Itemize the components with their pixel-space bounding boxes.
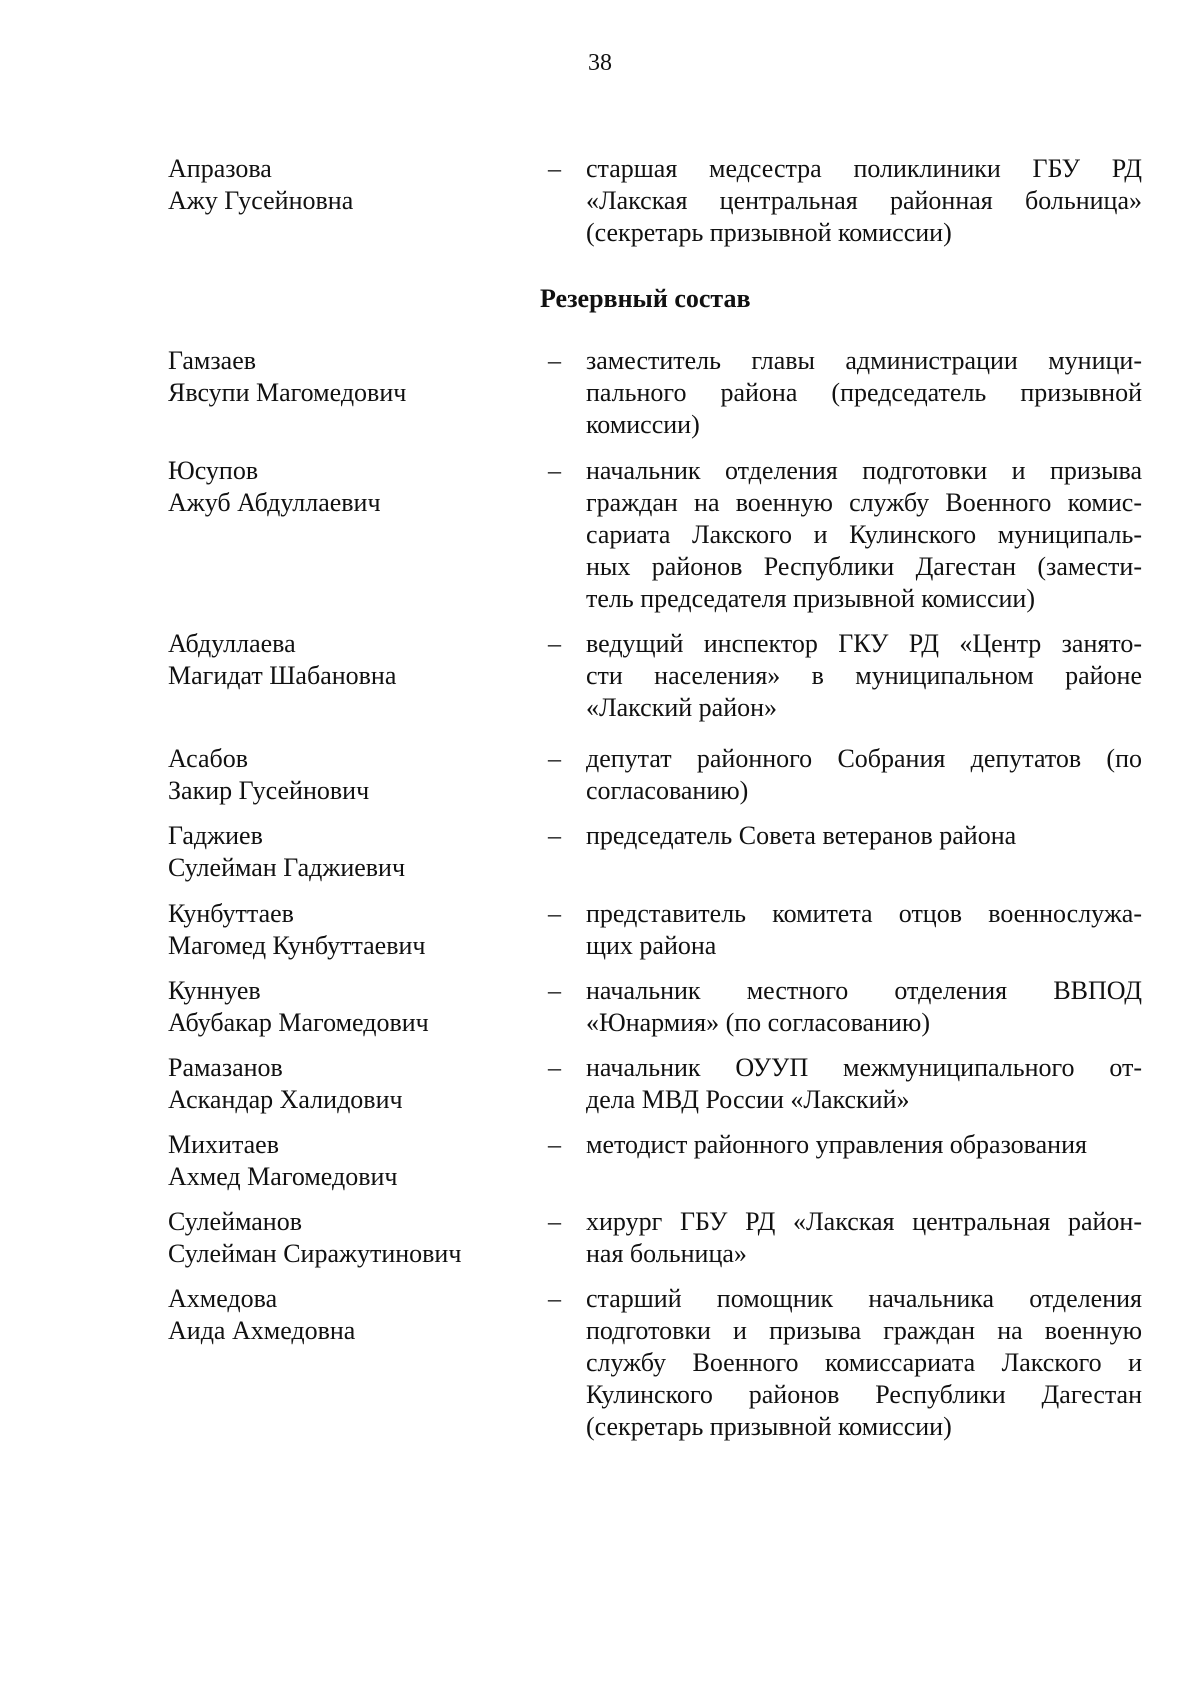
position-line: представитель комитета отцов военнослужа-: [586, 899, 1142, 928]
position-line: начальник ОУУП межмуниципального от-: [586, 1053, 1142, 1082]
member-surname: Сулейманов: [168, 1207, 302, 1236]
position-line: старший помощник начальника отделения: [586, 1284, 1142, 1313]
member-surname: Юсупов: [168, 456, 259, 485]
member-surname: Абдуллаева: [168, 629, 296, 658]
member-name: [168, 455, 528, 519]
member-surname: Рамазанов: [168, 1053, 283, 1082]
position-line: согласованию): [586, 776, 749, 805]
dash-separator: –: [548, 1130, 561, 1159]
member-position: [586, 628, 1142, 724]
member-surname: Апразова: [168, 154, 272, 183]
member-given-names: Ахмед Магомедович: [168, 1162, 398, 1191]
member-position: [586, 898, 1142, 962]
dash-separator: –: [548, 346, 561, 375]
member-given-names: Магомед Кунбуттаевич: [168, 931, 426, 960]
position-line: заместитель главы администрации муници-: [586, 346, 1142, 375]
dash-separator: –: [548, 1207, 561, 1236]
position-line: ная больница»: [586, 1239, 747, 1268]
member-given-names: Магидат Шабановна: [168, 661, 397, 690]
page-number: 38: [588, 50, 612, 76]
dash-separator: –: [548, 976, 561, 1005]
member-position: [586, 975, 1142, 1039]
member-name: [168, 628, 528, 692]
member-name: [168, 1206, 528, 1270]
dash-separator: –: [548, 899, 561, 928]
position-line: хирург ГБУ РД «Лакская центральная район-: [586, 1207, 1142, 1236]
dash-separator: –: [548, 744, 561, 773]
member-name: [168, 820, 528, 884]
position-line: тель председателя призывной комиссии): [586, 584, 1035, 613]
member-position: [586, 345, 1142, 441]
member-given-names: Ажуб Абдуллаевич: [168, 488, 381, 517]
member-name: [168, 1283, 528, 1347]
member-name: [168, 898, 528, 962]
position-line: службу Военного комиссариата Лакского и: [586, 1348, 1142, 1377]
dash-separator: –: [548, 821, 561, 850]
member-name: [168, 743, 528, 807]
dash-separator: –: [548, 456, 561, 485]
position-line: ведущий инспектор ГКУ РД «Центр занято-: [586, 629, 1142, 658]
position-line: комиссии): [586, 410, 700, 439]
member-surname: Ахмедова: [168, 1284, 278, 1313]
member-given-names: Аскандар Халидович: [168, 1085, 403, 1114]
position-line: методист районного управления образования: [586, 1130, 1087, 1159]
member-position: [586, 1206, 1142, 1270]
member-surname: Куннуев: [168, 976, 261, 1005]
member-name: [168, 975, 528, 1039]
position-line: Кулинского районов Республики Дагестан: [586, 1380, 1142, 1409]
member-given-names: Ажу Гусейновна: [168, 186, 354, 215]
member-position: [586, 743, 1142, 807]
member-surname: Гамзаев: [168, 346, 257, 375]
position-line: пального района (председатель призывной: [586, 378, 1142, 407]
position-line: председатель Совета ветеранов района: [586, 821, 1017, 850]
member-surname: Кунбуттаев: [168, 899, 294, 928]
member-given-names: Закир Гусейнович: [168, 776, 370, 805]
position-line: граждан на военную службу Военного комис-: [586, 488, 1142, 517]
position-line: «Лакский район»: [586, 693, 778, 722]
position-line: «Юнармия» (по согласованию): [586, 1008, 931, 1037]
position-line: подготовки и призыва граждан на военную: [586, 1316, 1142, 1345]
position-line: дела МВД России «Лакский»: [586, 1085, 910, 1114]
member-position: [586, 1129, 1142, 1161]
section-heading-reserve: Резервный состав: [540, 284, 751, 313]
member-given-names: Сулейман Гаджиевич: [168, 853, 406, 882]
member-given-names: Аида Ахмедовна: [168, 1316, 356, 1345]
member-given-names: Явсупи Магомедович: [168, 378, 407, 407]
member-surname: Асабов: [168, 744, 249, 773]
position-line: депутат районного Собрания депутатов (по: [586, 744, 1142, 773]
member-given-names: Абубакар Магомедович: [168, 1008, 429, 1037]
member-position: [586, 455, 1142, 615]
position-line: (секретарь призывной комиссии): [586, 218, 952, 247]
position-line: начальник местного отделения ВВПОД: [586, 976, 1142, 1005]
position-line: старшая медсестра поликлиники ГБУ РД: [586, 154, 1142, 183]
member-position: [586, 1052, 1142, 1116]
member-name: [168, 153, 528, 217]
member-name: [168, 345, 528, 409]
position-line: начальник отделения подготовки и призыва: [586, 456, 1142, 485]
position-line: сти населения» в муниципальном районе: [586, 661, 1142, 690]
position-line: щих района: [586, 931, 717, 960]
position-line: (секретарь призывной комиссии): [586, 1412, 952, 1441]
position-line: ных районов Республики Дагестан (замести-: [586, 552, 1142, 581]
member-position: [586, 153, 1142, 249]
position-line: сариата Лакского и Кулинского муниципаль-: [586, 520, 1142, 549]
dash-separator: –: [548, 154, 561, 183]
dash-separator: –: [548, 1284, 561, 1313]
member-position: [586, 1283, 1142, 1443]
member-given-names: Сулейман Сиражутинович: [168, 1239, 462, 1268]
dash-separator: –: [548, 1053, 561, 1082]
dash-separator: –: [548, 629, 561, 658]
position-line: «Лакская центральная районная больница»: [586, 186, 1142, 215]
member-surname: Михитаев: [168, 1130, 279, 1159]
member-name: [168, 1129, 528, 1193]
member-surname: Гаджиев: [168, 821, 263, 850]
member-position: [586, 820, 1142, 852]
member-name: [168, 1052, 528, 1116]
